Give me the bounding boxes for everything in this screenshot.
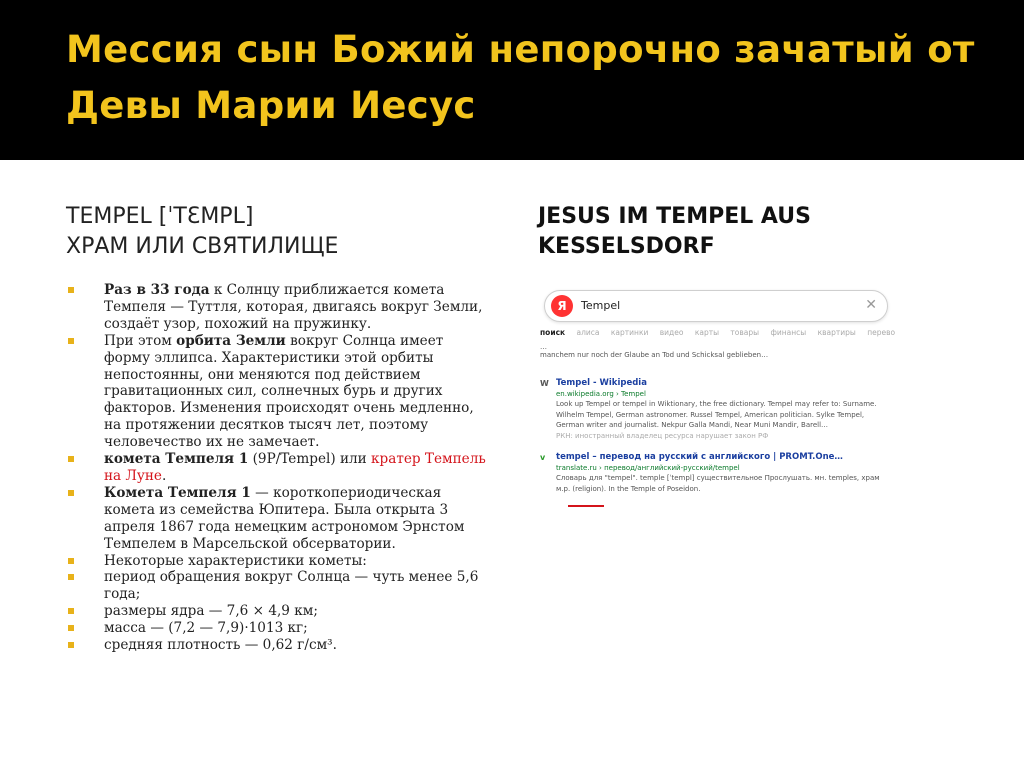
search-tab[interactable]: поиск [540, 328, 566, 337]
left-heading-line1: TEMPEL [ˈTƐMPL] [66, 204, 254, 229]
bullet-item [68, 620, 488, 637]
search-tab[interactable]: карты [694, 328, 720, 337]
text: размеры ядра — 7,6 × 4,9 км; [104, 603, 318, 620]
bold-text: Раз в 33 года [104, 282, 210, 298]
snippet-line: … [540, 343, 547, 350]
red-underline [568, 505, 604, 507]
search-tab[interactable]: алиса [576, 328, 600, 337]
wikipedia-icon: W [540, 379, 549, 388]
left-column-heading [66, 202, 486, 262]
bullet-item [68, 485, 488, 553]
text: вокруг Солнца имеет форму эллипса. Характеристики этой орбиты непостоянны, они меняются под действием гравитационных сил, солнечных бурь и других факторов. Изменения происходят очень медленно, на протяжении десятков тысяч лет, поэтому человечество их не замечает. [104, 332, 474, 451]
search-input[interactable] [544, 290, 888, 322]
search-tab[interactable]: картинки [610, 328, 649, 337]
search-tab[interactable]: финансы [770, 328, 807, 337]
result-text: Словарь для "tempel". temple [ˈtempl] существительное Прослушать. мн. temples, храм [556, 474, 880, 482]
search-query-text: Tempel [581, 299, 621, 312]
result-text: РКН: иностранный владелец ресурса нарушает закон РФ [556, 431, 769, 440]
bullet-item [68, 553, 488, 570]
bullet-item [68, 282, 488, 333]
result-text: Look up Tempel or tempel in Wiktionary, the free dictionary. Tempel may refer to: Surname. [556, 400, 877, 408]
right-column-heading [538, 202, 978, 262]
bullet-item [68, 603, 488, 620]
red-link-text[interactable]: кратер Темпель на Луне [104, 451, 486, 484]
bullet-list [68, 282, 488, 654]
bullet-item [68, 451, 488, 485]
result-text: German writer and journalist. Nekpur Galla Mandi, Near Muni Mandir, Barell… [556, 421, 829, 429]
right-heading-line2: KESSELSDORF [538, 234, 715, 259]
search-tab[interactable]: перево [867, 328, 896, 337]
result-url[interactable]: en.wikipedia.org › Tempel [556, 390, 646, 398]
snippet-fragment [540, 342, 890, 361]
search-result [556, 451, 896, 494]
bullet-item [68, 569, 488, 603]
bold-text: Комета Темпеля 1 [104, 484, 251, 501]
bold-text: комета Темпеля 1 [104, 451, 249, 468]
yandex-logo-icon: Я [551, 295, 573, 317]
snippet-line: manchem nur noch der Glaube an Tod und Schicksal geblieben… [540, 351, 769, 359]
search-result [556, 377, 896, 441]
text: период обращения вокруг Солнца — чуть менее 5,6 года; [104, 569, 479, 603]
text: масса — (7,2 — 7,9)·1013 кг; [104, 620, 308, 637]
search-tab[interactable]: видео [659, 328, 684, 337]
promt-icon: v [540, 453, 546, 462]
close-icon[interactable]: ✕ [865, 297, 877, 313]
result-title-link[interactable]: tempel – перевод на русский с английского | PROMT.One… [556, 452, 843, 462]
text: — короткопериодическая комета из семейства Юпитера. Была открыта 3 апреля 1867 года немецким астрономом Эрнстом Темпелем в Марсельской обсерватории. [104, 484, 465, 552]
text: средняя плотность — 0,62 г/см³. [104, 637, 337, 654]
right-heading-line1: JESUS IM TEMPEL AUS [538, 204, 811, 229]
result-text: Wilhelm Tempel, German astronomer. Russel Tempel, American politician. Sylke Tempel, [556, 410, 865, 419]
slide-body [0, 160, 1024, 767]
bullet-item [68, 333, 488, 451]
search-tab[interactable]: товары [730, 328, 760, 337]
result-url[interactable]: translate.ru › перевод/английский-русский/tempel [556, 464, 740, 472]
left-heading-line2: ХРАМ ИЛИ СВЯТИЛИЩЕ [66, 234, 339, 259]
search-tabs [540, 328, 900, 342]
text: . [161, 467, 167, 484]
bullet-item [68, 637, 488, 654]
result-title-link[interactable]: Tempel - Wikipedia [556, 378, 647, 388]
text: Некоторые характеристики кометы: [104, 552, 367, 569]
text: При этом [104, 332, 177, 349]
search-screenshot [530, 282, 900, 512]
slide-title: Мессия сын Божий непорочно зачатый от Девы Марии Иесус [66, 28, 975, 127]
search-tab[interactable]: квартиры [817, 328, 856, 337]
text: (9P/Tempel) или [248, 451, 372, 468]
title-bar [0, 0, 1024, 160]
text: к Солнцу приближается комета Темпеля — Туттля, которая, двигаясь вокруг Земли, создаёт узор, похожий на пружинку. [104, 282, 483, 332]
bold-text: орбита Земли [176, 332, 286, 349]
result-text: м.р. (religion). In the Temple of Poseidon. [556, 484, 701, 493]
